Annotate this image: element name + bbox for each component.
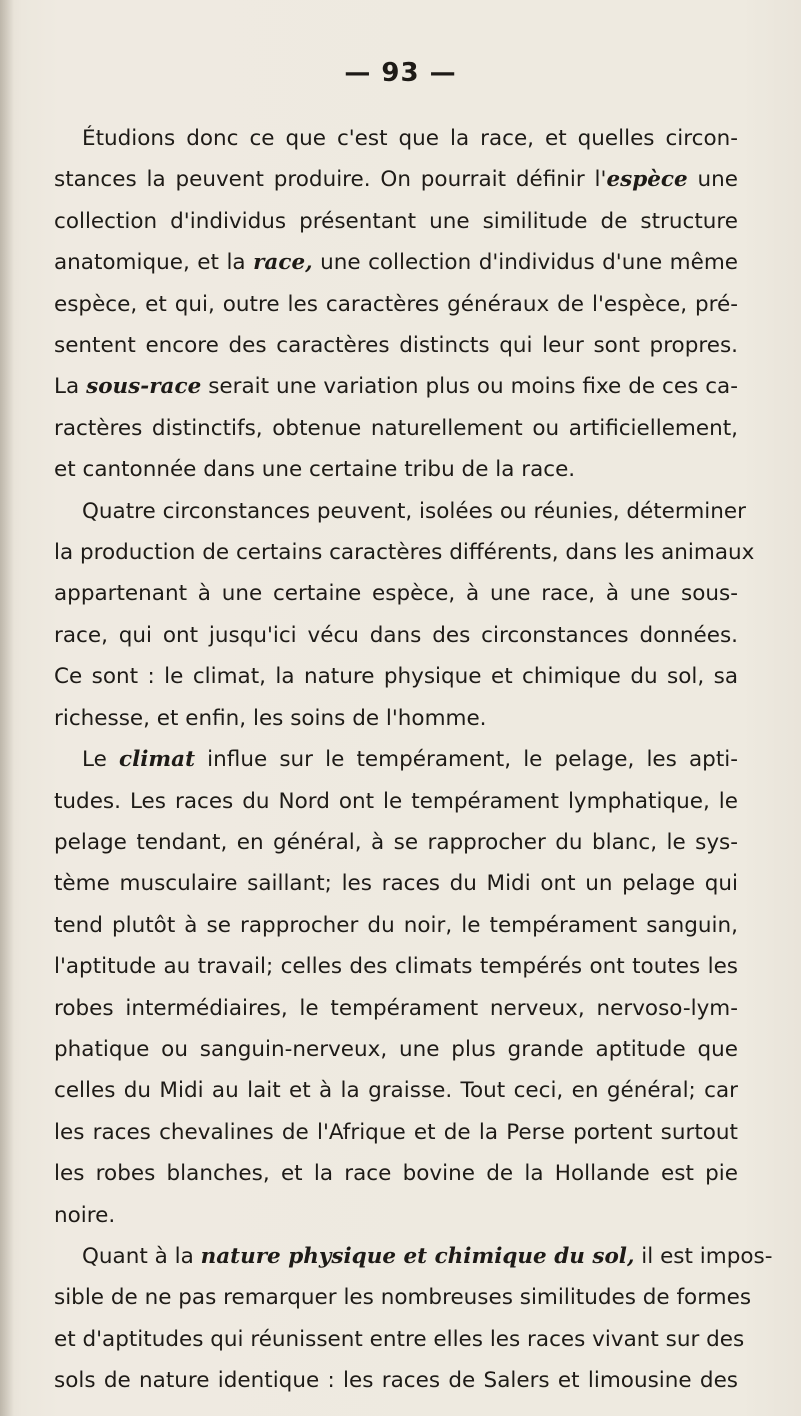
text-line (54, 449, 738, 490)
text-run: une collection d'individus d'une même (312, 250, 739, 276)
text-run: Quant à la (82, 1243, 201, 1269)
text-run: Ce sont : le climat, la nature physique et chimique du sol, sa (54, 664, 738, 690)
binding-gutter-shadow (0, 0, 14, 1416)
paragraph (54, 739, 738, 1236)
emphasized-term: race, (253, 250, 313, 276)
text-line (54, 1112, 738, 1153)
text-run: Quatre circonstances peuvent, isolées ou réunies, déterminer (82, 498, 746, 524)
emphasized-term: nature physique et chimique du sol, (200, 1243, 635, 1269)
emphasized-term: sous-race (86, 374, 202, 400)
text-line (54, 573, 738, 614)
text-line (54, 739, 738, 780)
text-run: La (54, 374, 87, 400)
text-run: il est impos- (634, 1243, 773, 1269)
paragraph (54, 118, 738, 491)
text-run: phatique ou sanguin-nerveux, une plus grande aptitude que (54, 1036, 738, 1062)
text-line (54, 491, 746, 532)
text-run: robes intermédiaires, le tempérament nerveux, nervoso-lym- (54, 995, 738, 1021)
text-run: une (687, 167, 738, 193)
text-line (54, 1070, 738, 1111)
text-run: et cantonnée dans une certaine tribu de la race. (54, 457, 576, 483)
text-run: race, qui ont jusqu'ici vécu dans des circonstances données. (54, 622, 738, 648)
text-run: tème musculaire saillant; les races du Midi ont un pelage qui (54, 871, 738, 897)
text-line (54, 1236, 773, 1277)
text-run: influe sur le tempérament, le pelage, les apti- (195, 747, 738, 773)
text-line (54, 615, 738, 656)
text-line (54, 698, 738, 739)
text-run: l'aptitude au travail; celles des climats tempérés ont toutes les (54, 954, 738, 980)
text-line (54, 325, 738, 366)
page-number: — 93 — (344, 58, 457, 88)
text-run: sible de ne pas remarquer les nombreuses similitudes de formes (54, 1285, 752, 1311)
text-run: sentent encore des caractères distincts qui leur sont propres. (54, 333, 738, 359)
body-text (54, 118, 773, 1402)
text-run: et d'aptitudes qui réunissent entre elles les races vivant sur des (54, 1326, 745, 1352)
text-run: pelage tendant, en général, à se rapprocher du blanc, le sys- (54, 829, 738, 855)
text-run: les robes blanches, et la race bovine de la Hollande est pie (54, 1161, 738, 1187)
text-run: serait une variation plus ou moins fixe de ces ca- (201, 374, 738, 400)
text-run: collection d'individus présentant une similitude de structure (54, 208, 738, 234)
text-run: stances la peuvent produire. On pourrait définir l' (54, 167, 607, 193)
text-line (54, 863, 738, 904)
text-line (54, 781, 738, 822)
text-run: sols de nature identique : les races de Salers et limousine des (54, 1368, 738, 1394)
text-line (54, 1319, 745, 1360)
text-line (54, 159, 738, 200)
text-line (54, 905, 738, 946)
paragraph (54, 1236, 773, 1402)
text-run: tudes. Les races du Nord ont le tempérament lymphatique, le (54, 788, 738, 814)
emphasized-term: espèce (606, 167, 688, 193)
text-line (54, 1360, 738, 1401)
text-line (54, 1029, 738, 1070)
paragraph (54, 491, 755, 739)
text-run: Étudions donc ce que c'est que la race, et quelles circon- (82, 126, 738, 151)
text-line (54, 1153, 738, 1194)
text-line (54, 1195, 738, 1236)
text-run: ractères distinctifs, obtenue naturellement ou artificiellement, (54, 415, 738, 441)
text-run: richesse, et enfin, les soins de l'homme. (54, 705, 487, 731)
text-line (54, 118, 738, 159)
text-line (54, 201, 738, 242)
text-line (54, 366, 738, 407)
text-run: anatomique, et la (54, 250, 254, 276)
text-line (54, 242, 738, 283)
text-run: appartenant à une certaine espèce, à une race, à une sous- (54, 581, 738, 607)
text-line (54, 532, 755, 573)
text-run: les races chevalines de l'Afrique et de la Perse portent surtout (54, 1119, 738, 1145)
text-line (54, 822, 738, 863)
text-line (54, 1277, 752, 1318)
text-run: la production de certains caractères différents, dans les animaux (54, 540, 755, 566)
text-line (54, 946, 738, 987)
text-line (54, 284, 738, 325)
text-run: Le (82, 747, 119, 773)
text-run: celles du Midi au lait et à la graisse. Tout ceci, en général; car (54, 1078, 738, 1104)
emphasized-term: climat (118, 747, 196, 773)
text-run: tend plutôt à se rapprocher du noir, le tempérament sanguin, (54, 912, 738, 938)
text-run: espèce, et qui, outre les caractères généraux de l'espèce, pré- (54, 291, 738, 317)
text-run: noire. (54, 1202, 116, 1228)
text-line (54, 988, 738, 1029)
text-line (54, 408, 738, 449)
text-line (54, 656, 738, 697)
